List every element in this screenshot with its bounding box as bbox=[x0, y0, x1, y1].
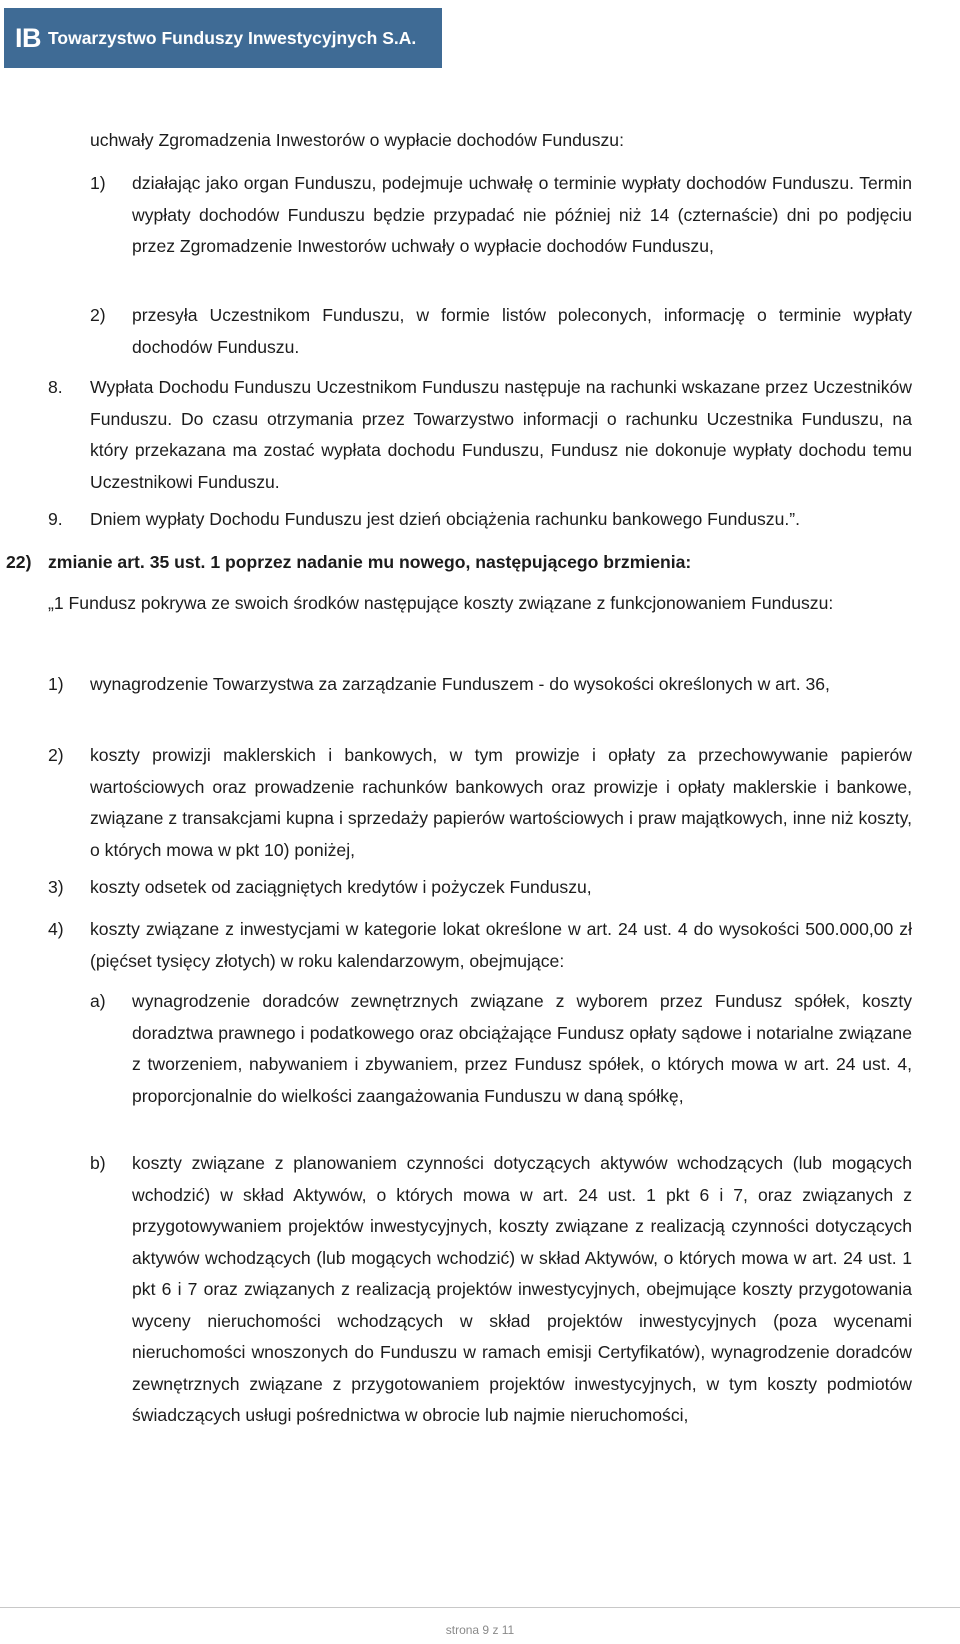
cost-item-3-label: 3) bbox=[48, 877, 64, 897]
sub-item-2-text: przesyła Uczestnikom Funduszu, w formie listów poleconych, informację o terminie wypłaty dochodów Funduszu. bbox=[132, 305, 912, 357]
cost-item-4-label: 4) bbox=[48, 919, 64, 939]
paragraph-8-text: Wypłata Dochodu Funduszu Uczestnikom Funduszu następuje na rachunki wskazane przez Uczestników Funduszu. Do czasu otrzymania przez Towarzystwo informacji o rachunku Uczestnika Funduszu, na który przekazana ma zostać wypłata dochodu Funduszu, Fundusz nie dokonuje wypłaty dochodu temu Uczestnikowi Funduszu. bbox=[90, 377, 912, 492]
paragraph-9-label: 9. bbox=[48, 509, 63, 529]
sub-item-b-label: b) bbox=[90, 1153, 106, 1173]
cost-item-1-label: 1) bbox=[48, 674, 64, 694]
page-number: strona 9 z 11 bbox=[445, 1623, 515, 1637]
cost-item-3-text: koszty odsetek od zaciągniętych kredytów i pożyczek Funduszu, bbox=[90, 877, 592, 897]
company-name: Towarzystwo Funduszy Inwestycyjnych S.A. bbox=[48, 27, 417, 48]
cost-item-2-text: koszty prowizji maklerskich i bankowych, w tym prowizje i opłaty za przechowywanie papierów wartościowych oraz prowadzenie rachunków bankowych oraz prowizje i opłaty maklerskie i bankowe, związane z transakcjami kupna i sprzedaży papierów wartościowych i praw majątkowych, inne niż koszty, o których mowa w pkt 10) poniżej, bbox=[90, 745, 912, 860]
paragraph-8-label: 8. bbox=[48, 377, 63, 397]
amendment-22-text: zmianie art. 35 ust. 1 poprzez nadanie mu nowego, następującego brzmienia: bbox=[48, 552, 692, 572]
quoted-article-intro: „1 Fundusz pokrywa ze swoich środków następujące koszty związane z funkcjonowaniem Funduszu: bbox=[48, 593, 834, 613]
cost-item-4-text: koszty związane z inwestycjami w kategorie lokat określone w art. 24 ust. 4 do wysokości 500.000,00 zł (pięćset tysięcy złotych) w roku kalendarzowym, obejmujące: bbox=[90, 919, 912, 971]
sub-item-a-text: wynagrodzenie doradców zewnętrznych związane z wyborem przez Fundusz spółek, koszty doradztwa prawnego i podatkowego oraz obciążające Fundusz opłaty sądowe i notarialne związane z tworzeniem, nabywaniem i zbywaniem, przez Fundusz spółek, o których mowa w art. 24 ust. 4, proporcjonalnie do wielkości zaangażowania Funduszu w daną spółkę, bbox=[132, 991, 912, 1106]
intro-paragraph: uchwały Zgromadzenia Inwestorów o wypłacie dochodów Funduszu: bbox=[90, 130, 624, 150]
cost-item-2-label: 2) bbox=[48, 745, 64, 765]
amendment-22-label: 22) bbox=[6, 552, 32, 572]
sub-item-2-label: 2) bbox=[90, 305, 106, 325]
sub-item-1-label: 1) bbox=[90, 173, 106, 193]
sub-item-a-label: a) bbox=[90, 991, 106, 1011]
sub-item-1-text: działając jako organ Funduszu, podejmuje uchwałę o terminie wypłaty dochodów Funduszu. Termin wypłaty dochodów Funduszu będzie przypadać nie później niż 14 (czternaście) dni po podjęciu przez Zgromadzenie Inwestorów uchwały o wypłacie dochodów Funduszu, bbox=[132, 173, 912, 256]
footer-divider bbox=[0, 1607, 960, 1608]
company-logo: IB bbox=[15, 22, 41, 53]
sub-item-b-text: koszty związane z planowaniem czynności dotyczących aktywów wchodzących (lub mogących wchodzić) w skład Aktywów, o których mowa w art. 24 ust. 1 pkt 6 i 7, oraz związanych z przygotowywaniem projektów inwestycyjnych, koszty związane z realizacją czynności dotyczących aktywów wchodzących (lub mogących wchodzić) w skład Aktywów, o których mowa w art. 24 ust. 1 pkt 6 i 7 oraz związanych z realizacją projektów inwestycyjnych, obejmujące koszty przygotowania wyceny nieruchomości wchodzących w skład projektów inwestycyjnych (poza wycenami nieruchomości wnoszonych do Funduszu w ramach emisji Certyfikatów), wynagrodzenie doradców zewnętrznych związane z przygotowaniem projektów inwestycyjnych, w tym koszty podmiotów świadczących usługi pośrednictwa w obrocie lub najmie nieruchomości, bbox=[132, 1153, 912, 1425]
paragraph-9-text: Dniem wypłaty Dochodu Funduszu jest dzień obciążenia rachunku bankowego Funduszu.”. bbox=[90, 509, 801, 529]
document-header-banner bbox=[4, 8, 442, 68]
cost-item-1-text: wynagrodzenie Towarzystwa za zarządzanie Funduszem - do wysokości określonych w art. 36, bbox=[90, 674, 830, 694]
